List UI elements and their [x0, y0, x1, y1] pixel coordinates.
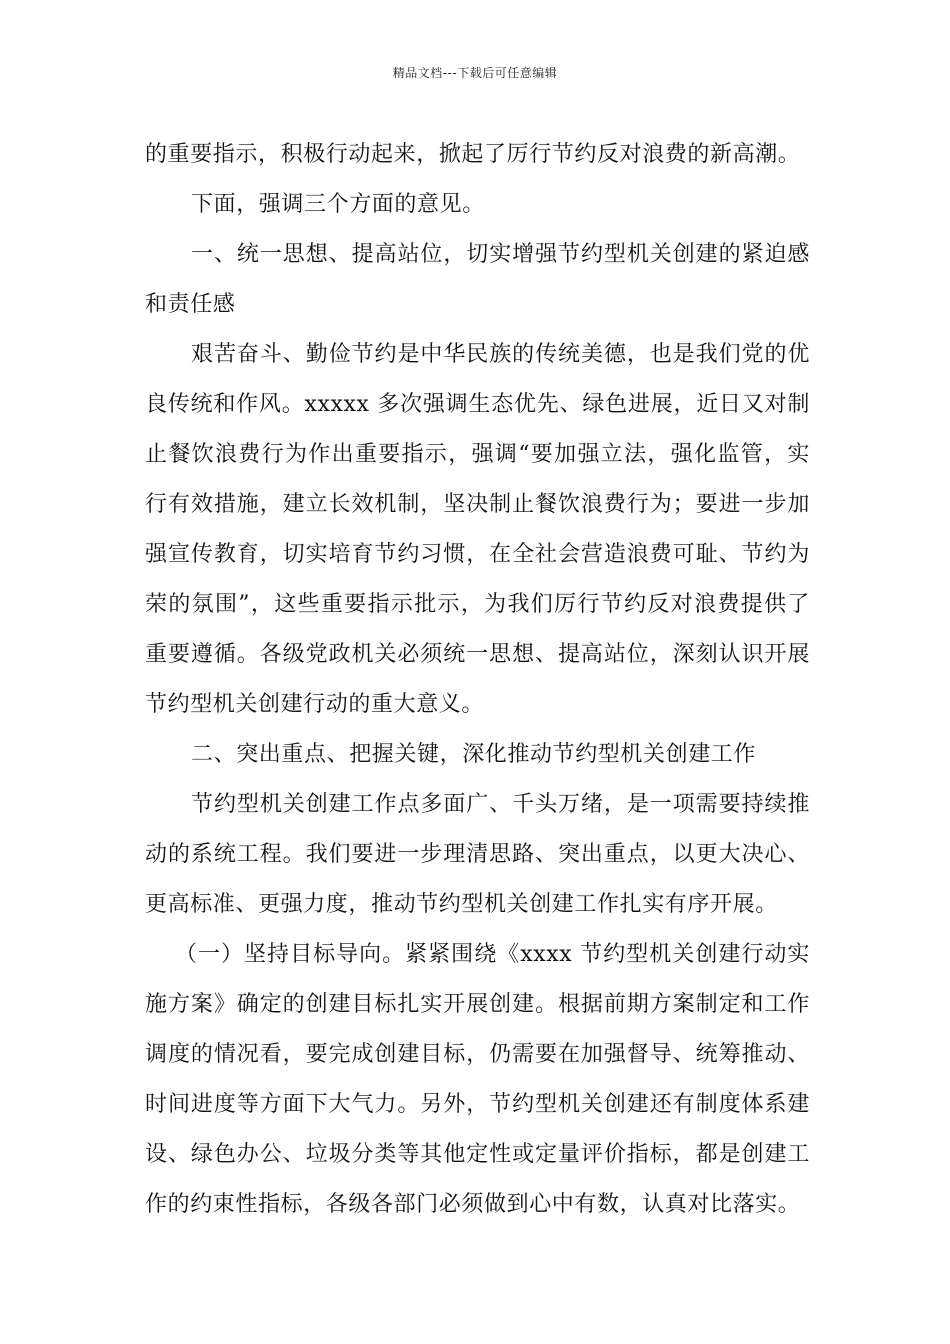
text-line: 时间进度等方面下大气力。另外，节约型机关创建还有制度体系建 [145, 1092, 810, 1117]
text-line: 止餐饮浪费行为作出重要指示，强调“要加强立法，强化监管，实 [145, 442, 810, 467]
text-line: 下面，强调三个方面的意见。 [191, 192, 485, 217]
text-line: 更高标准、更强力度，推动节约型机关创建工作扎实有序开展。 [145, 892, 778, 917]
text-line: 施方案》确定的创建目标扎实开展创建。根据前期方案制定和工作 [145, 992, 810, 1017]
document-body [145, 130, 810, 1230]
text-line: 荣的氛围”，这些重要指示批示，为我们厉行节约反对浪费提供了 [145, 592, 810, 617]
page-header: 精品文档---下载后可任意编辑 [392, 66, 558, 80]
text-line: 行有效措施，建立长效机制，坚决制止餐饮浪费行为；要进一步加 [145, 492, 810, 517]
section-heading-continued: 和责任感 [145, 292, 236, 317]
text-line: 良传统和作风。xxxxx 多次强调生态优先、绿色进展，近日又对制 [145, 392, 810, 417]
text-line: 强宣传教育，切实培育节约习惯，在全社会营造浪费可耻、节约为 [145, 542, 810, 567]
section-heading: 一、统一思想、提高站位，切实增强节约型机关创建的紧迫感 [191, 242, 810, 267]
subsection-heading: （一）坚持目标导向。紧紧围绕《xxxx 节约型机关创建行动实 [175, 942, 810, 967]
text-line: 重要遵循。各级党政机关必须统一思想、提高站位，深刻认识开展 [145, 642, 810, 667]
text-line: 调度的情况看，要完成创建目标，仍需要在加强督导、统筹推动、 [145, 1042, 810, 1067]
text-line: 动的系统工程。我们要进一步理清思路、突出重点，以更大决心、 [145, 842, 810, 867]
text-line: 的重要指示，积极行动起来，掀起了厉行节约反对浪费的新高潮。 [145, 142, 801, 167]
text-line: 节约型机关创建工作点多面广、千头万绪，是一项需要持续推 [191, 792, 810, 817]
text-line: 作的约束性指标，各级各部门必须做到心中有数，认真对比落实。 [145, 1192, 801, 1217]
text-line: 节约型机关创建行动的重大意义。 [145, 692, 485, 717]
section-heading: 二、突出重点、把握关键，深化推动节约型机关创建工作 [191, 742, 757, 767]
text-line: 艰苦奋斗、勤俭节约是中华民族的传统美德，也是我们党的优 [191, 342, 810, 367]
text-line: 设、绿色办公、垃圾分类等其他定性或定量评价指标，都是创建工 [145, 1142, 810, 1167]
